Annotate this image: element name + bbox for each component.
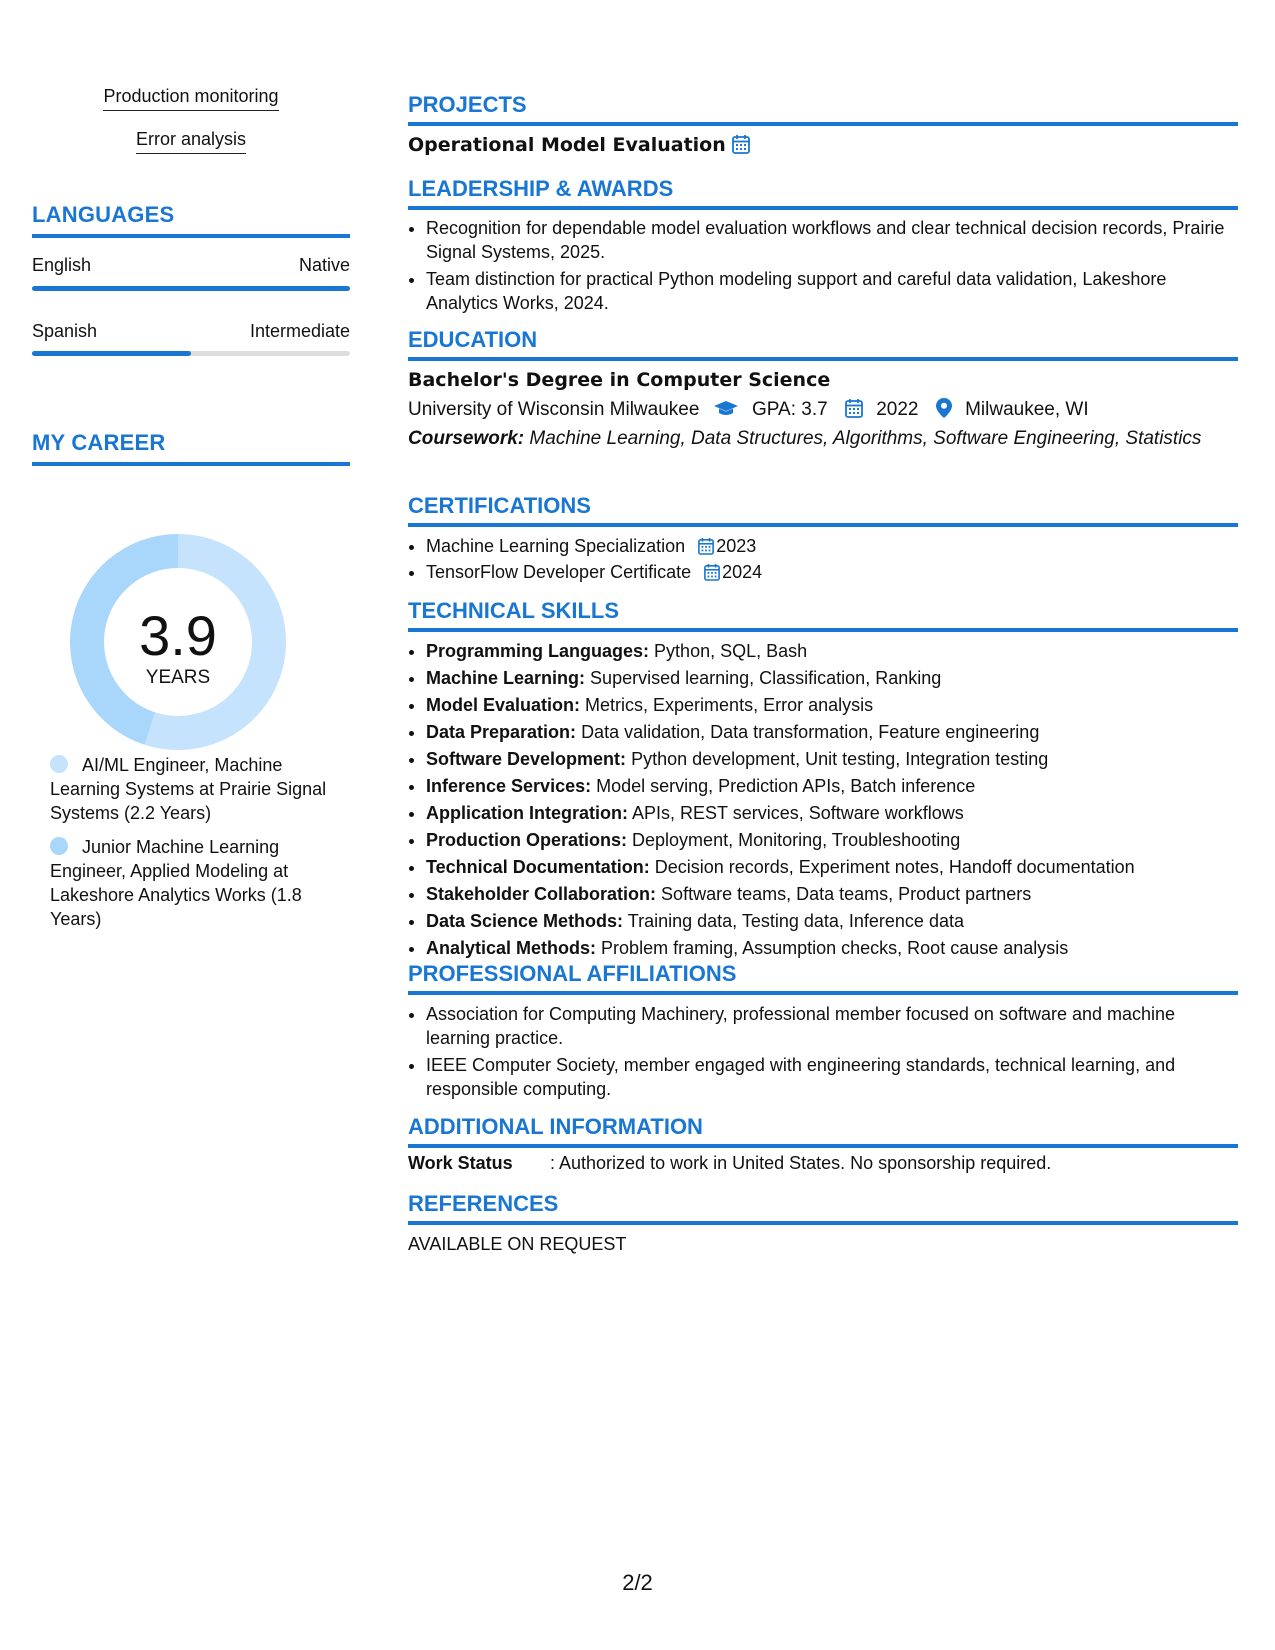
skill-item: • Inference Services: Model serving, Prediction APIs, Batch inference bbox=[426, 773, 1236, 800]
skill-tag: Error analysis bbox=[32, 129, 350, 154]
skill-item: • Data Preparation: Data validation, Data transformation, Feature engineering bbox=[426, 719, 1236, 746]
language-name: English bbox=[32, 255, 92, 275]
language-row bbox=[32, 321, 350, 342]
school-name: University of Wisconsin Milwaukee bbox=[408, 399, 700, 420]
language-bar-fill bbox=[32, 351, 191, 356]
references-text: AVAILABLE ON REQUEST bbox=[408, 1234, 627, 1254]
calendar-icon bbox=[704, 563, 720, 581]
graduation-cap-icon bbox=[713, 400, 739, 418]
calendar-icon bbox=[732, 134, 750, 154]
school-location: Milwaukee, WI bbox=[965, 399, 1089, 420]
certification-item: • TensorFlow Developer Certificate 2024 bbox=[426, 559, 1236, 585]
career-unit: YEARS bbox=[145, 667, 211, 688]
education-heading: EDUCATION bbox=[408, 327, 1238, 361]
affiliation-item: • Association for Computing Machinery, professional member focused on software and machine learning practice. bbox=[426, 1002, 1236, 1050]
certifications-heading: CERTIFICATIONS bbox=[408, 493, 1238, 527]
project-title: Operational Model Evaluation bbox=[408, 134, 750, 156]
projects-heading: PROJECTS bbox=[408, 92, 1238, 126]
affiliations-heading: PROFESSIONAL AFFILIATIONS bbox=[408, 961, 1238, 995]
calendar-icon bbox=[698, 537, 714, 555]
language-bar bbox=[32, 286, 350, 291]
language-level: Native bbox=[298, 255, 350, 275]
skill-item: • Production Operations: Deployment, Monitoring, Troubleshooting bbox=[426, 827, 1236, 854]
additional-info-heading: ADDITIONAL INFORMATION bbox=[408, 1114, 1238, 1148]
legend-dot bbox=[50, 837, 68, 855]
skill-item: • Technical Documentation: Decision records, Experiment notes, Handoff documentation bbox=[426, 854, 1236, 881]
graduation-year: 2022 bbox=[876, 399, 919, 420]
career-donut bbox=[66, 530, 290, 754]
work-status bbox=[408, 1153, 1051, 1174]
skill-item: • Application Integration: APIs, REST services, Software workflows bbox=[426, 800, 1236, 827]
skill-tag: Production monitoring bbox=[32, 86, 350, 111]
coursework-list: Machine Learning, Data Structures, Algorithms, Software Engineering, Statistics bbox=[529, 428, 1202, 449]
awards-list bbox=[408, 216, 1236, 318]
references-heading: REFERENCES bbox=[408, 1191, 1238, 1225]
awards-heading: LEADERSHIP & AWARDS bbox=[408, 176, 1238, 210]
skill-item: • Analytical Methods: Problem framing, Assumption checks, Root cause analysis bbox=[426, 935, 1236, 962]
skill-item: • Software Development: Python development, Unit testing, Integration testing bbox=[426, 746, 1236, 773]
work-status-value: : Authorized to work in United States. No sponsorship required. bbox=[550, 1153, 1052, 1173]
skill-item: • Data Science Methods: Training data, Testing data, Inference data bbox=[426, 908, 1236, 935]
calendar-icon bbox=[845, 398, 863, 418]
affiliations-list bbox=[408, 1002, 1236, 1104]
career-legend-item: AI/ML Engineer, Machine Learning Systems at Prairie Signal Systems (2.2 Years) bbox=[50, 755, 327, 823]
career-total: 3.9 bbox=[139, 604, 217, 667]
gpa: GPA: 3.7 bbox=[751, 399, 828, 420]
affiliation-item: • IEEE Computer Society, member engaged with engineering standards, technical learning, and responsible computing. bbox=[426, 1053, 1236, 1101]
work-status-label: Work Status bbox=[408, 1153, 513, 1173]
award-item: • Recognition for dependable model evaluation workflows and clear technical decision records, Prairie Signal Systems, 2025. bbox=[426, 216, 1236, 264]
award-item: • Team distinction for practical Python modeling support and careful data validation, Lakeshore Analytics Works, 2024. bbox=[426, 267, 1236, 315]
degree-title: Bachelor's Degree in Computer Science bbox=[408, 369, 831, 391]
location-pin-icon bbox=[936, 398, 952, 418]
languages-heading: LANGUAGES bbox=[32, 202, 350, 238]
career-legend-item: Junior Machine Learning Engineer, Applied Modeling at Lakeshore Analytics Works (1.8 Years) bbox=[50, 837, 302, 929]
page-number: 2/2 bbox=[622, 1570, 653, 1595]
language-row bbox=[32, 255, 350, 276]
certifications-list bbox=[408, 533, 1236, 585]
language-name: Spanish bbox=[32, 321, 98, 341]
certification-item: • Machine Learning Specialization 2023 bbox=[426, 533, 1236, 559]
language-level: Intermediate bbox=[249, 321, 350, 341]
skills-list bbox=[408, 638, 1236, 962]
skill-item: • Programming Languages: Python, SQL, Bash bbox=[426, 638, 1236, 665]
education-details bbox=[408, 398, 1097, 421]
legend-dot bbox=[50, 755, 68, 773]
skill-item: • Machine Learning: Supervised learning, Classification, Ranking bbox=[426, 665, 1236, 692]
skill-item: • Stakeholder Collaboration: Software teams, Data teams, Product partners bbox=[426, 881, 1236, 908]
coursework-label: Coursework: bbox=[408, 428, 525, 449]
skills-heading: TECHNICAL SKILLS bbox=[408, 598, 1238, 632]
language-bar-fill bbox=[32, 286, 350, 291]
language-bar bbox=[32, 351, 350, 356]
skill-item: • Model Evaluation: Metrics, Experiments, Error analysis bbox=[426, 692, 1236, 719]
coursework bbox=[408, 427, 1208, 451]
career-heading: MY CAREER bbox=[32, 430, 350, 466]
